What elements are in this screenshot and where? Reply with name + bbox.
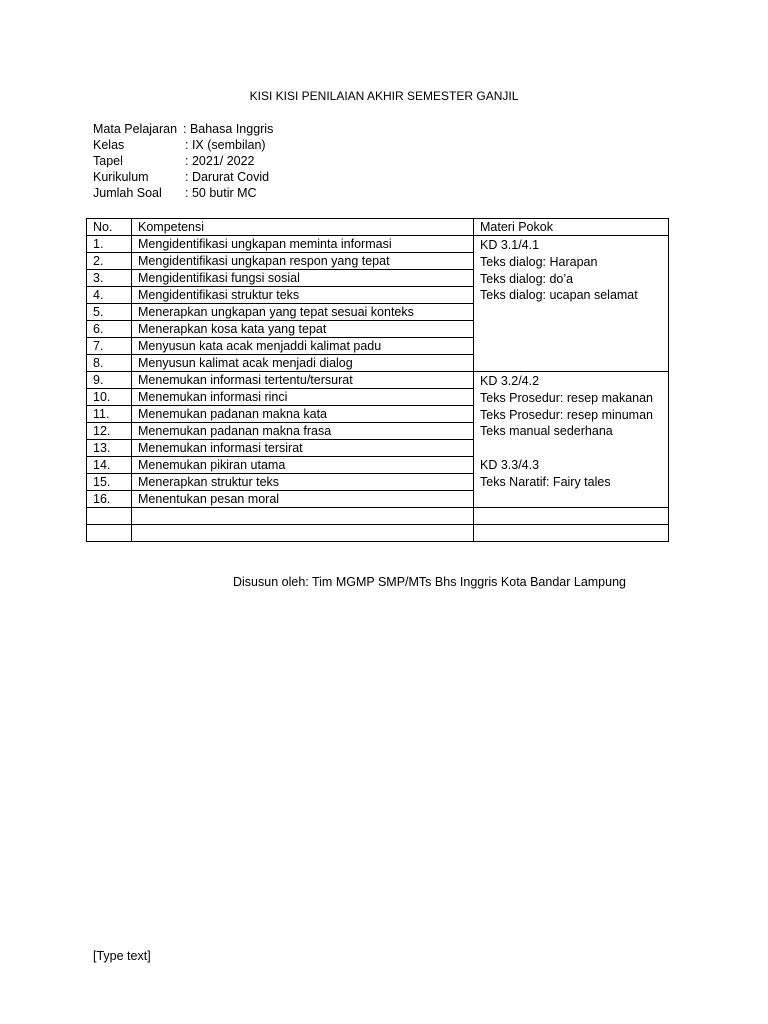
info-row-tapel bbox=[93, 153, 255, 169]
table-row bbox=[87, 372, 669, 389]
row-number: 8. bbox=[87, 355, 132, 372]
row-number: 1. bbox=[87, 236, 132, 253]
row-number: 14. bbox=[87, 457, 132, 474]
row-kompetensi: Mengidentifikasi struktur teks bbox=[132, 287, 474, 304]
table-row-empty bbox=[87, 525, 669, 542]
info-label: Jumlah Soal bbox=[93, 186, 162, 200]
row-number: 9. bbox=[87, 372, 132, 389]
row-number: 10. bbox=[87, 389, 132, 406]
materi-line: Teks dialog: do’a bbox=[480, 271, 574, 286]
materi-line: KD 3.2/4.2 bbox=[480, 374, 540, 388]
info-label: Kelas bbox=[93, 138, 125, 152]
table-header-row bbox=[87, 219, 669, 236]
empty-cell bbox=[132, 508, 474, 525]
materi-cell-kd-3-1 bbox=[474, 236, 669, 372]
empty-cell bbox=[474, 508, 669, 525]
info-row-jumlah-soal bbox=[93, 185, 257, 201]
row-kompetensi: Menemukan padanan makna frasa bbox=[132, 423, 474, 440]
materi-line: Teks Prosedur: resep minuman bbox=[480, 407, 653, 422]
row-kompetensi: Menemukan informasi tertentu/tersurat bbox=[132, 372, 474, 389]
type-text-placeholder[interactable]: [Type text] bbox=[93, 949, 151, 963]
header-kompetensi: Kompetensi bbox=[132, 219, 474, 236]
info-value: : 2021/ 2022 bbox=[185, 154, 255, 168]
header-materi-pokok: Materi Pokok bbox=[474, 219, 669, 236]
row-kompetensi: Mengidentifikasi ungkapan meminta informasi bbox=[132, 236, 474, 253]
row-number: 16. bbox=[87, 491, 132, 508]
row-kompetensi: Menyusun kata acak menjaddi kalimat padu bbox=[132, 338, 474, 355]
materi-line: Teks Naratif: Fairy tales bbox=[480, 474, 611, 489]
row-number: 6. bbox=[87, 321, 132, 338]
empty-cell bbox=[87, 525, 132, 542]
table-row-empty bbox=[87, 508, 669, 525]
row-number: 11. bbox=[87, 406, 132, 423]
materi-cell-kd-3-2 bbox=[474, 372, 669, 508]
row-kompetensi: Menemukan informasi rinci bbox=[132, 389, 474, 406]
materi-line: Teks Prosedur: resep makanan bbox=[480, 390, 654, 405]
empty-cell bbox=[87, 508, 132, 525]
info-value: : Darurat Covid bbox=[185, 170, 270, 184]
row-number: 7. bbox=[87, 338, 132, 355]
row-number: 15. bbox=[87, 474, 132, 491]
header-no: No. bbox=[87, 219, 132, 236]
row-kompetensi: Mengidentifikasi fungsi sosial bbox=[132, 270, 474, 287]
row-number: 2. bbox=[87, 253, 132, 270]
row-number: 3. bbox=[87, 270, 132, 287]
info-value: : 50 butir MC bbox=[185, 186, 257, 200]
info-row-kelas bbox=[93, 137, 266, 153]
row-kompetensi: Menerapkan kosa kata yang tepat bbox=[132, 321, 474, 338]
info-row-kurikulum bbox=[93, 169, 269, 185]
row-kompetensi: Menentukan pesan moral bbox=[132, 491, 474, 508]
table-row bbox=[87, 236, 669, 253]
row-kompetensi: Menemukan informasi tersirat bbox=[132, 440, 474, 457]
materi-line: KD 3.1/4.1 bbox=[480, 238, 540, 252]
materi-line: Teks manual sederhana bbox=[480, 424, 613, 439]
kisi-kisi-table bbox=[86, 218, 669, 542]
footer-credit: Disusun oleh: Tim MGMP SMP/MTs Bhs Inggris Kota Bandar Lampung bbox=[233, 575, 626, 589]
row-number: 12. bbox=[87, 423, 132, 440]
info-value: : Bahasa Inggris bbox=[183, 122, 274, 136]
row-number: 13. bbox=[87, 440, 132, 457]
row-number: 4. bbox=[87, 287, 132, 304]
empty-cell bbox=[132, 525, 474, 542]
info-row-mata-pelajaran bbox=[93, 121, 273, 137]
row-kompetensi: Menemukan pikiran utama bbox=[132, 457, 474, 474]
row-kompetensi: Mengidentifikasi ungkapan respon yang tepat bbox=[132, 253, 474, 270]
row-kompetensi: Menemukan padanan makna kata bbox=[132, 406, 474, 423]
materi-line: Teks dialog: ucapan selamat bbox=[480, 288, 638, 303]
empty-cell bbox=[474, 525, 669, 542]
document-title: KISI KISI PENILAIAN AKHIR SEMESTER GANJIL bbox=[249, 89, 519, 103]
info-value: : IX (sembilan) bbox=[185, 138, 266, 152]
row-number: 5. bbox=[87, 304, 132, 321]
info-label: Mata Pelajaran bbox=[93, 122, 178, 136]
row-kompetensi: Menyusun kalimat acak menjadi dialog bbox=[132, 355, 474, 372]
materi-line: KD 3.3/4.3 bbox=[480, 457, 540, 472]
info-label: Tapel bbox=[93, 154, 123, 168]
materi-line: Teks dialog: Harapan bbox=[480, 254, 598, 269]
row-kompetensi: Menerapkan ungkapan yang tepat sesuai konteks bbox=[132, 304, 474, 321]
info-label: Kurikulum bbox=[93, 170, 149, 184]
row-kompetensi: Menerapkan struktur teks bbox=[132, 474, 474, 491]
materi-spacer bbox=[480, 440, 662, 457]
